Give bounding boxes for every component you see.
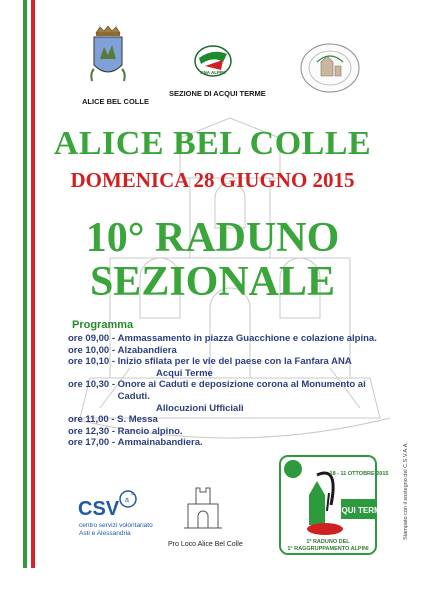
sezione-acqui-terme-label: SEZIONE DI ACQUI TERME	[169, 89, 266, 98]
program-item-description: Ammainabandiera.	[117, 437, 203, 449]
town-title: ALICE BEL COLLE	[53, 125, 372, 162]
program-item-time: ore 10,10 -	[68, 356, 118, 368]
badge-line2: 1° RAGGRUPPAMENTO ALPINI	[287, 546, 369, 552]
program-item	[68, 345, 398, 357]
program-item	[68, 403, 398, 415]
program-item-description: Onore ai Caduti e deposizione corona al Monumento ai Caduti.	[117, 379, 366, 402]
program-item-time: ore 11,00 -	[68, 414, 118, 426]
program-item-time: ore 12,30 -	[68, 425, 118, 437]
program-heading: Programma	[72, 319, 134, 331]
badge-dates: 18 - 11 OTTOBRE 2015	[329, 471, 389, 477]
program-item-time: ore 09,00 -	[68, 333, 118, 344]
alice-bel-colle-coat-of-arms	[90, 25, 126, 87]
csv-line1: centro servizi volontariato	[79, 522, 153, 529]
alice-bel-colle-label: ALICE BEL COLLE	[82, 97, 149, 106]
program-item-description: Acqui Terme	[156, 367, 213, 379]
event-title-line1: 10° RADUNO	[85, 215, 340, 261]
event-title-line2: SEZIONALE	[89, 259, 336, 305]
program-item-time: ore 10,00 -	[68, 344, 118, 356]
program-item-description: Rancio alpino.	[117, 425, 183, 437]
svg-text:a: a	[125, 497, 129, 504]
program-item	[68, 414, 398, 426]
svg-text:a: a	[131, 491, 134, 497]
program-item	[68, 437, 398, 449]
gruppo-alpini-round-logo	[299, 42, 361, 94]
proloco-castle-drawing	[182, 484, 224, 532]
ana-alpini-logo	[193, 44, 233, 78]
printing-note: Stampato con il sostegno del C.S.V.A.A.	[403, 442, 409, 540]
proloco-label: Pro Loco Alice Bel Colle	[168, 541, 243, 548]
program-list	[68, 333, 398, 449]
program-item-description: Allocuzioni Ufficiali	[156, 402, 244, 414]
badge-city: ACQUI TERME	[330, 506, 386, 515]
program-item-description: Ammassamento in piazza Guacchione e colazione alpina.	[117, 333, 377, 344]
raduno-acqui-badge	[279, 455, 389, 555]
program-item-time: ore 17,00 -	[68, 437, 118, 449]
csv-logo-text: CSV	[78, 498, 120, 520]
program-item	[68, 426, 398, 438]
program-item	[68, 333, 398, 345]
program-item	[68, 356, 398, 368]
program-item	[68, 368, 398, 380]
csv-logo	[78, 487, 138, 521]
csv-line2: Asti e Alessandria	[79, 530, 131, 537]
event-title	[0, 216, 425, 304]
program-item	[68, 379, 398, 402]
event-date: DOMENICA 28 GIUGNO 2015	[70, 168, 355, 192]
program-item-description: Inizio sfilata per le vie del paese con la Fanfara ANA	[117, 356, 352, 368]
program-item-description: S. Messa	[117, 414, 158, 426]
program-item-description: Alzabandiera	[117, 344, 177, 356]
badge-line1: 1º RADUNO DEL	[306, 539, 350, 545]
program-item-time: ore 10,30 -	[68, 379, 118, 391]
ana-logo-text: ANA ALPINI	[200, 70, 226, 75]
